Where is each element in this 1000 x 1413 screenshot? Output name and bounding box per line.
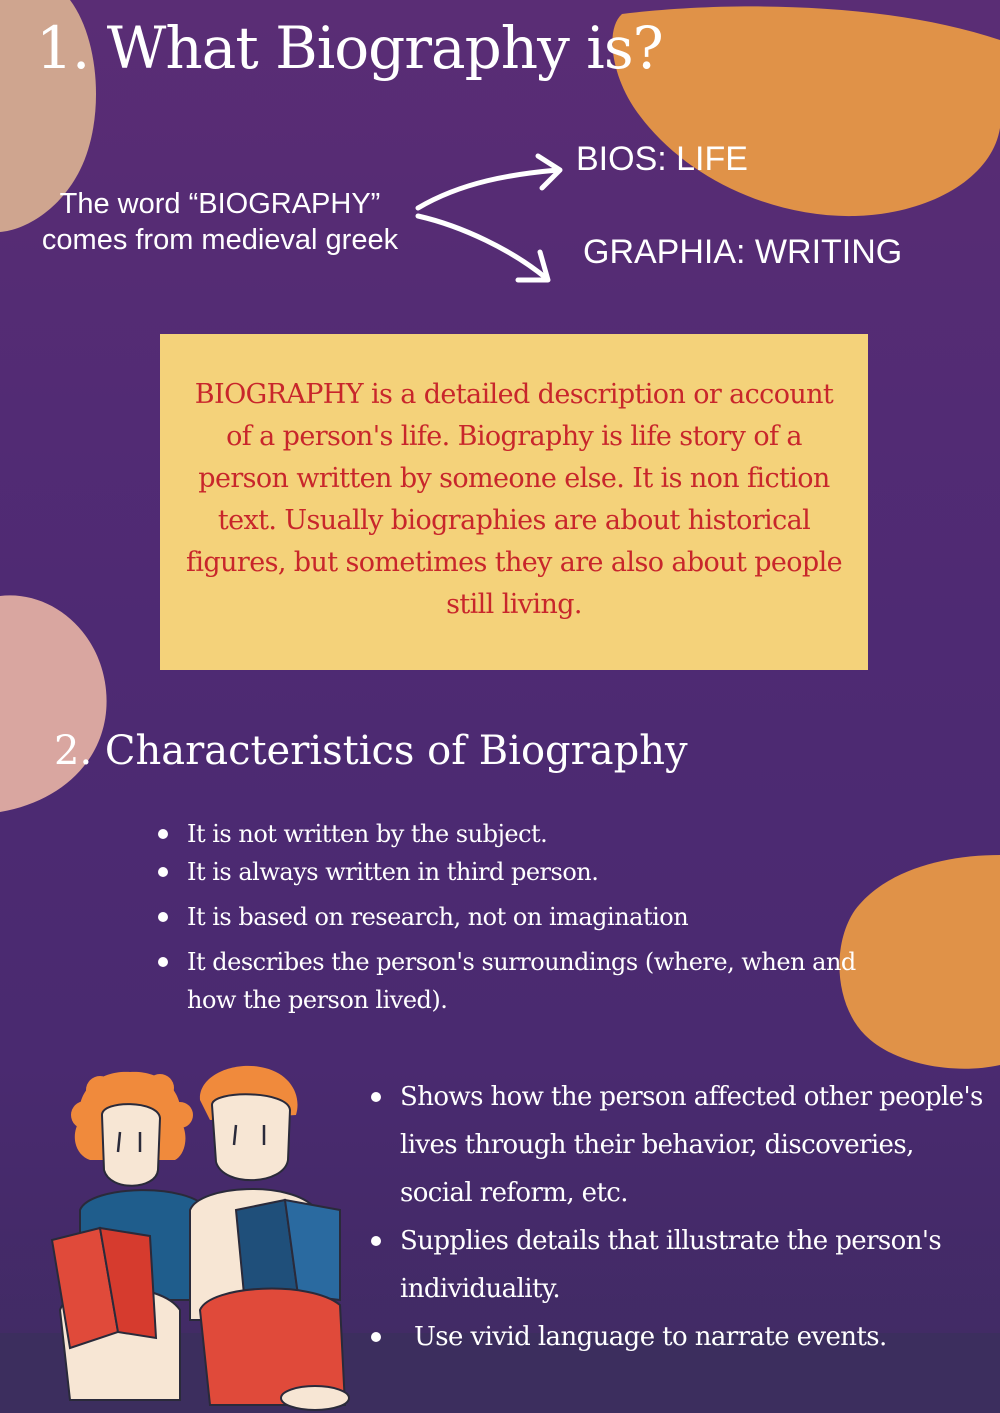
- girl-figure: [52, 1072, 210, 1400]
- boy-figure: [190, 1066, 349, 1410]
- root-bios: BIOS: LIFE: [576, 140, 748, 178]
- reading-children-illustration: [40, 1060, 370, 1413]
- decor-blob-left: [0, 590, 120, 830]
- list-item: It describes the person's surroundings (where, when and how the person lived).: [187, 943, 887, 1019]
- root-graphia: GRAPHIA: WRITING: [583, 233, 903, 271]
- list-item: It is always written in third person.: [187, 853, 887, 891]
- list-item: Use vivid language to narrate events.: [400, 1313, 990, 1361]
- definition-text: BIOGRAPHY is a detailed description or account of a person's life. Biography is life story of a person written by someone else. It is non fiction text. Usually biographies are about historical figures, but sometimes they are also about people still living.: [185, 379, 843, 620]
- section-1-title: 1. What Biography is?: [36, 14, 663, 82]
- characteristics-list: [187, 815, 887, 1019]
- list-item: Shows how the person affected other people's lives through their behavior, discoveries, social reform, etc.: [400, 1073, 990, 1217]
- section-2-title: 2. Characteristics of Biography: [54, 728, 688, 774]
- word-origin-text: The word “BIOGRAPHY” comes from medieval greek: [41, 188, 399, 256]
- definition-box: [160, 334, 868, 670]
- list-item: It is based on research, not on imagination: [187, 898, 887, 936]
- list-item: Supplies details that illustrate the person's individuality.: [400, 1217, 990, 1313]
- list-item: It is not written by the subject.: [187, 815, 887, 853]
- characteristics-list-continued: [400, 1073, 990, 1361]
- arrow-icon: [412, 200, 572, 300]
